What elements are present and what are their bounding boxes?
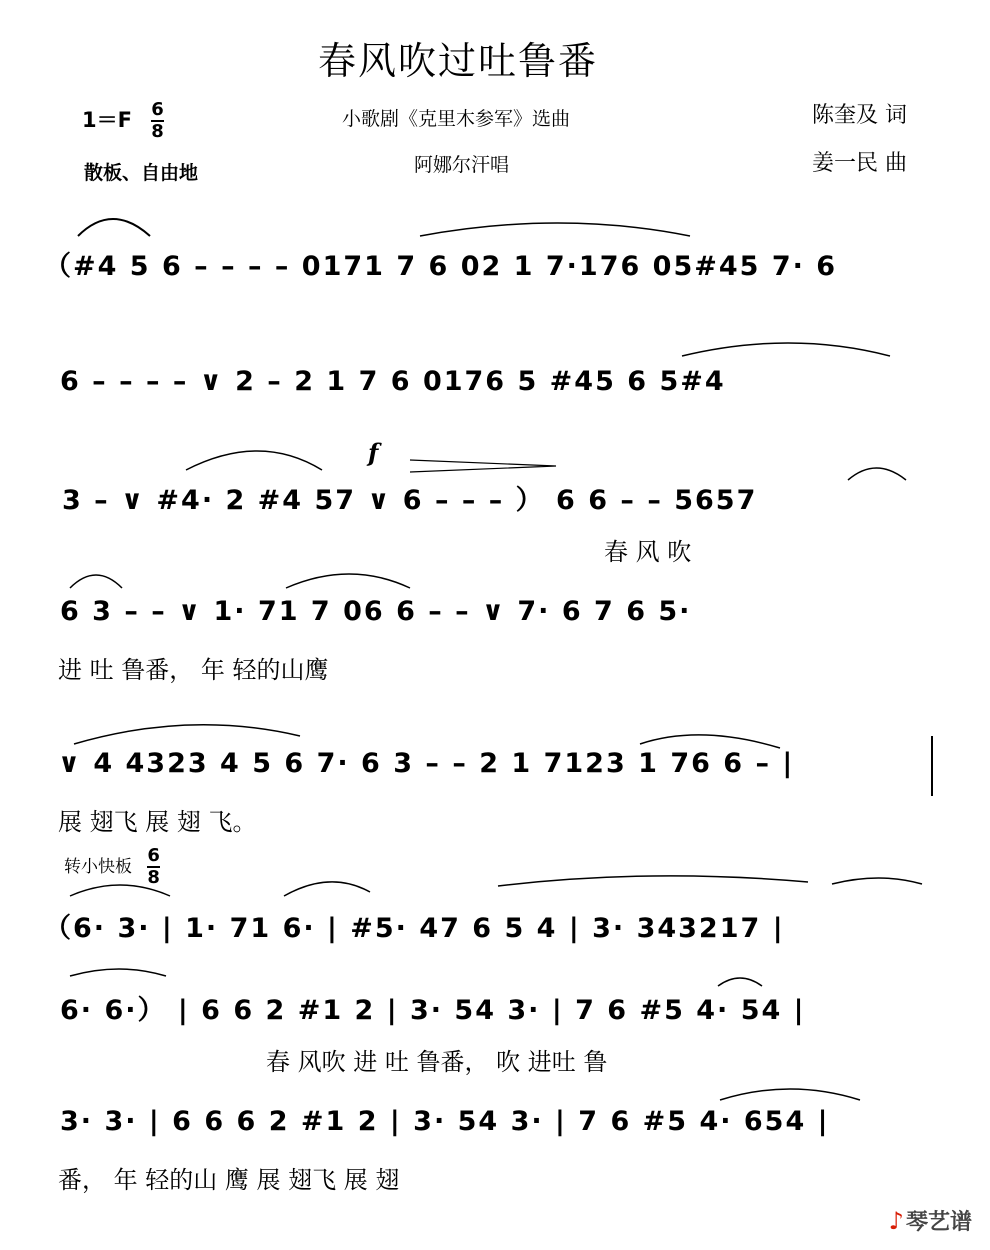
slur xyxy=(78,219,150,236)
tempo-change-label: 转小快板 xyxy=(64,857,132,877)
slur xyxy=(832,878,922,884)
lyrics-line: 进 吐 鲁番， 年 轻的山鹰 xyxy=(58,656,329,684)
tempo-change-time xyxy=(147,846,160,888)
tempo-change-den: 8 xyxy=(147,867,160,888)
notation-line: ∨ 4 4323 4 5 6 7· 6 3 – – 2 1 7123 1 76 6 – | xyxy=(58,748,795,779)
slur xyxy=(640,735,780,748)
slur xyxy=(848,468,906,480)
key-label: 1＝F xyxy=(82,108,132,132)
lyrics-line: 番， 年 轻的山 鹰 展 翅飞 展 翅 xyxy=(58,1166,400,1194)
crescendo-mark xyxy=(410,460,556,472)
time-numerator: 6 xyxy=(151,99,164,120)
slur xyxy=(284,882,370,896)
lyrics-line: 展 翅飞 展 翅 飞。 xyxy=(58,808,257,836)
notation-line: 6· 6·） | 6 6 2 #1 2 | 3· 54 3· | 7 6 #5 4· 54 | xyxy=(60,995,806,1026)
song-title: 春风吹过吐鲁番 xyxy=(318,39,599,83)
tempo-change xyxy=(64,846,160,888)
tempo-marking: 散板、自由地 xyxy=(84,162,199,184)
lyrics-line: 春 风吹 进 吐 鲁番， 吹 进吐 鲁 xyxy=(266,1048,608,1076)
notation-line: 3· 3· | 6 6 6 2 #1 2 | 3· 54 3· | 7 6 #5 4· 654 | xyxy=(60,1106,830,1137)
composer-label: 姜一民 曲 xyxy=(812,151,907,176)
slur xyxy=(420,223,690,236)
slur xyxy=(186,451,322,470)
slur xyxy=(718,978,762,986)
notation-line: 3 – ∨ #4· 2 #4 57 ∨ 6 – – – ） 6 6 – – 5657 xyxy=(62,485,758,516)
tempo-change-num: 6 xyxy=(147,845,160,866)
singer-label: 阿娜尔汗唱 xyxy=(414,154,510,176)
dynamic-mark: f xyxy=(368,438,379,467)
time-signature xyxy=(151,100,164,142)
time-denominator: 8 xyxy=(151,121,164,142)
slur xyxy=(70,969,166,976)
notation-line: 6 3 – – ∨ 1· 71 7 06 6 – – ∨ 7· 6 7 6 5· xyxy=(60,596,692,627)
notation-line: （6· 3· | 1· 71 6· | #5· 47 6 5 4 | 3· 343217 | xyxy=(44,913,785,944)
watermark-text: 琴艺谱 xyxy=(905,1210,972,1235)
source-label: 小歌剧《克里木参军》选曲 xyxy=(342,108,571,130)
watermark-logo xyxy=(889,1205,972,1236)
slur xyxy=(74,725,300,744)
lyrics-line: 春 风 吹 xyxy=(604,538,692,566)
lyricist-label: 陈奎及 词 xyxy=(812,103,907,128)
slur xyxy=(682,343,890,356)
slur xyxy=(286,574,410,588)
notation-line: 6 – – – – ∨ 2 – 2 1 7 6 0176 5 #45 6 5#4 xyxy=(60,366,726,397)
slur xyxy=(720,1089,860,1100)
notation-line: （#4 5 6 – – – – 0171 7 6 02 1 7·176 05#45 7· 6 xyxy=(44,251,838,282)
logo-icon: ♪ xyxy=(888,1207,904,1235)
slur xyxy=(498,876,808,886)
key-signature xyxy=(82,100,164,142)
slur xyxy=(70,575,122,588)
